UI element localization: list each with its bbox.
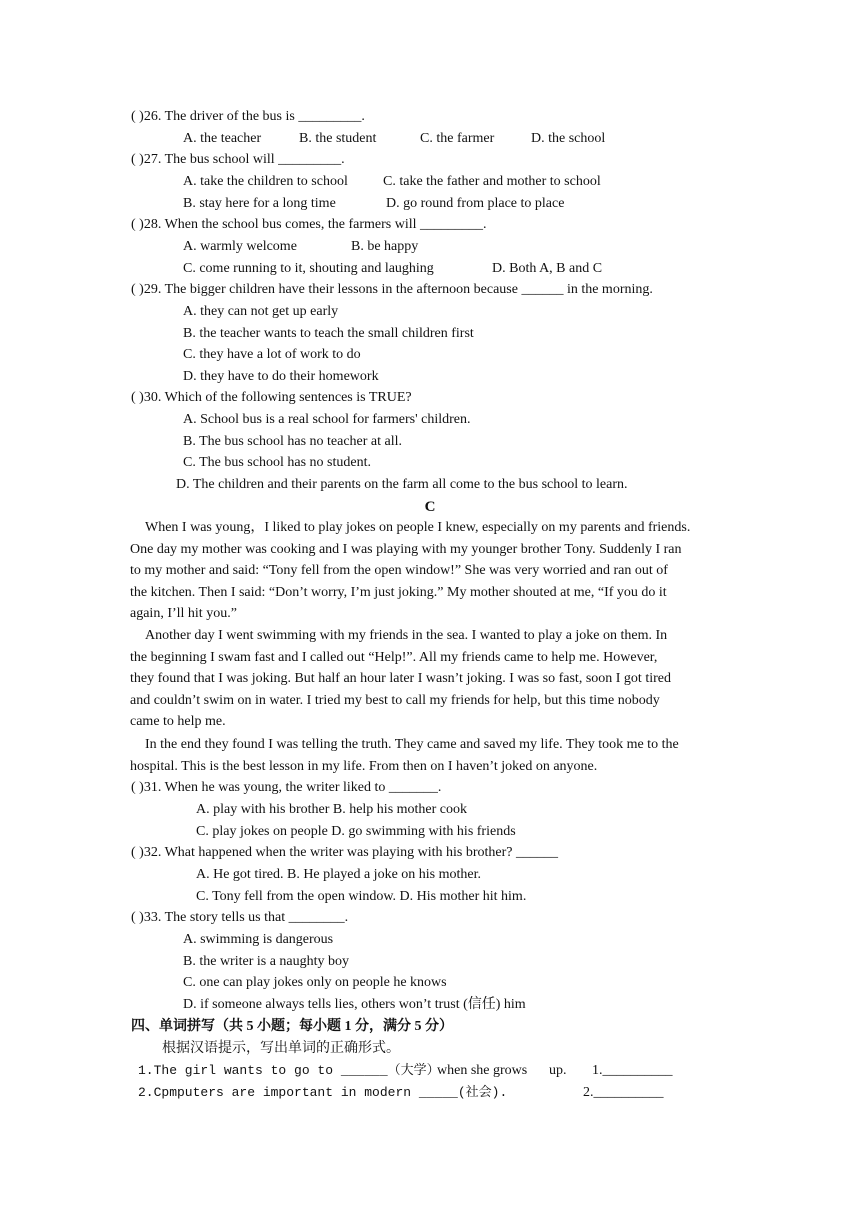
- spelling-item-1-end: up.: [549, 1063, 567, 1078]
- option: B. The bus school has no teacher at all.: [183, 434, 403, 449]
- option: C. play jokes on people D. go swimming with his friends: [196, 824, 516, 839]
- option: A. play with his brother B. help his mother cook: [196, 802, 468, 817]
- option: B. the teacher wants to teach the small children first: [183, 326, 474, 341]
- option: C. one can play jokes only on people he knows: [183, 975, 447, 990]
- option: D. the school: [531, 131, 606, 146]
- option: C. they have a lot of work to do: [183, 347, 361, 362]
- option: A. the teacher: [183, 131, 262, 146]
- section-title: 四、单词拼写（共 5 小题；每小题 1 分，满分 5 分）: [131, 1019, 453, 1034]
- option: C. Tony fell from the open window. D. His mother hit him.: [196, 889, 527, 904]
- option: D. Both A, B and C: [492, 261, 603, 276]
- spelling-item-1: 1.The girl wants to go to ______（大学）: [138, 1063, 440, 1078]
- question-30: ( )30. Which of the following sentences is TRUE?: [131, 390, 412, 405]
- passage-line: Another day I went swimming with my friends in the sea. I wanted to play a joke on them. In: [145, 628, 668, 643]
- spelling-item-2: 2.Cpmputers are important in modern _____(社会).: [138, 1085, 508, 1100]
- passage-line: the beginning I swam fast and I called out “Help!”. All my friends came to help me. However,: [130, 649, 658, 665]
- option: D. they have to do their homework: [183, 369, 379, 384]
- option: C. take the father and mother to school: [383, 174, 601, 189]
- answer-blank[interactable]: 1.__________: [592, 1063, 673, 1078]
- question-33: ( )33. The story tells us that ________.: [131, 910, 349, 925]
- option: B. the student: [299, 131, 377, 146]
- passage-line: again, I’ll hit you.”: [130, 606, 237, 622]
- option: C. come running to it, shouting and laughing: [183, 261, 434, 276]
- passage-paragraph: [130, 625, 732, 733]
- option: D. go round from place to place: [386, 196, 565, 211]
- passage-line: One day my mother was cooking and I was playing with my younger brother Tony. Suddenly I ran: [130, 541, 682, 557]
- option: C. The bus school has no student.: [183, 455, 371, 470]
- answer-blank[interactable]: 2.__________: [583, 1085, 664, 1100]
- passage-line: to my mother and said: “Tony fell from the open window!” She was very worried and ran out of: [130, 563, 668, 579]
- option: A. He got tired. B. He played a joke on his mother.: [196, 867, 481, 882]
- question-27: ( )27. The bus school will _________.: [131, 152, 345, 167]
- passage-paragraph: [130, 517, 732, 625]
- passage-paragraph: [130, 734, 732, 777]
- option: A. warmly welcome: [183, 239, 297, 254]
- option: A. swimming is dangerous: [183, 932, 334, 947]
- passage-line: hospital. This is the best lesson in my life. From then on I haven’t joked on anyone.: [130, 758, 598, 774]
- option: A. School bus is a real school for farmers' children.: [183, 412, 471, 427]
- question-28: ( )28. When the school bus comes, the farmers will _________.: [131, 217, 487, 232]
- option: C. the farmer: [420, 131, 495, 146]
- passage-line: they found that I was joking. But half an hour later I wasn’t joking. I was so fast, soon I got tired: [130, 671, 671, 687]
- question-26: ( )26. The driver of the bus is _________.: [131, 109, 365, 124]
- passage-line: came to help me.: [130, 714, 226, 730]
- question-32: ( )32. What happened when the writer was playing with his brother? ______: [131, 845, 559, 860]
- option: B. the writer is a naughty boy: [183, 954, 350, 969]
- option: B. be happy: [351, 239, 419, 254]
- option: D. The children and their parents on the farm all come to the bus school to learn.: [176, 477, 628, 492]
- instruction: 根据汉语提示，写出单词的正确形式。: [162, 1041, 400, 1056]
- section-heading: C: [424, 499, 436, 515]
- question-29: ( )29. The bigger children have their lessons in the afternoon because ______ in the morning.: [131, 282, 653, 297]
- passage-line: In the end they found I was telling the truth. They came and saved my life. They took me to the: [145, 737, 679, 752]
- passage-line: When I was young，I liked to play jokes on people I knew, especially on my parents and friends.: [145, 520, 691, 535]
- option: D. if someone always tells lies, others won’t trust (信任) him: [183, 997, 526, 1012]
- question-31: ( )31. When he was young, the writer liked to _______.: [131, 780, 442, 795]
- option: B. stay here for a long time: [183, 196, 336, 211]
- option: A. they can not get up early: [183, 304, 339, 319]
- passage-line: and couldn’t swim on in water. I tried my best to call my friends for help, but this time nobody: [130, 692, 660, 708]
- spelling-item-1-cont: when she grows: [437, 1063, 528, 1078]
- passage-line: the kitchen. Then I said: “Don’t worry, I’m just joking.” My mother shouted at me, “If you do it: [130, 584, 667, 600]
- option: A. take the children to school: [183, 174, 348, 189]
